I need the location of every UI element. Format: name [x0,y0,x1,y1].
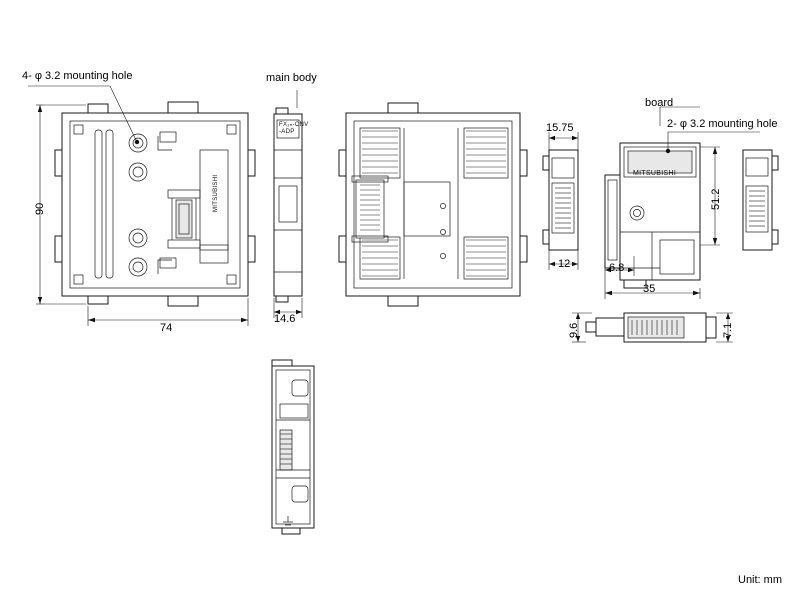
dim-text-side-thickness: 14.6 [274,313,296,325]
model-text-line1: FX₂ₙ-CNV [279,122,309,128]
rear-view-group [339,103,527,306]
label-main-body: main body [266,72,317,84]
board-right-cap [743,150,778,250]
dim-text-board-height: 51.2 [710,188,722,210]
dim-text-front-width: 74 [160,322,173,334]
bottom-side-profile [272,360,314,534]
dim-text-connector-height: 9.6 [568,322,580,338]
label-board: board [645,97,674,109]
board-left-connector [543,150,578,250]
brand-text-front: MITSUBISHI [213,174,219,212]
dim-text-board-left-depth: 12 [558,258,571,270]
label-mounting-hole-4: 4- φ 3.2 mounting hole [22,70,133,82]
dim-text-front-height: 90 [34,202,46,215]
dim-text-connector-right: 7.1 [722,322,734,338]
dim-board-left-width [549,132,578,152]
label-mounting-hole-2: 2- φ 3.2 mounting hole [667,118,778,130]
brand-text-board: MITSUBISHI [633,170,677,177]
side-view-main-body [274,108,302,302]
unit-note: Unit: mm [738,574,782,586]
dim-text-board-offset: 6.8 [609,262,625,274]
front-view-group [28,86,255,306]
dim-text-board-left-width: 15.75 [546,122,574,134]
board-bottom-connector-view [586,313,716,342]
dim-text-board-depth: 35 [643,283,656,295]
board-main-view [605,107,760,288]
model-text-line2: -ADP [279,129,295,135]
